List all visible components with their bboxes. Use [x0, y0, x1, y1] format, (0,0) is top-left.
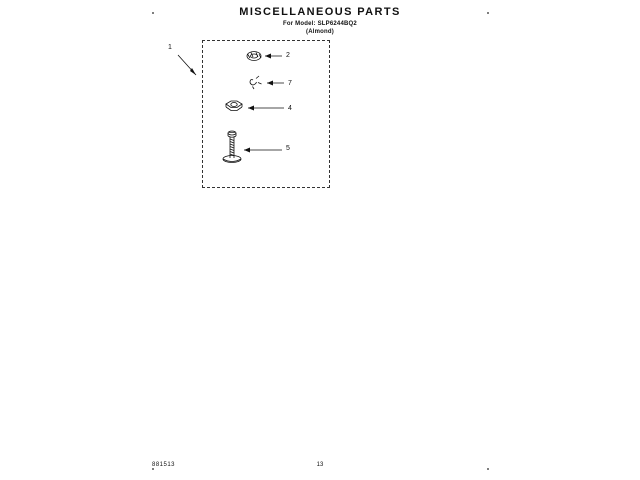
leader-line-2 [265, 54, 282, 59]
leader-line-5 [244, 148, 282, 153]
callout-label-2: 2 [286, 52, 290, 59]
color-note: (Almond) [306, 29, 334, 35]
nut-part [226, 101, 242, 111]
callout-label-1: 1 [168, 44, 172, 51]
footer-code: 881513 [152, 462, 176, 468]
washer-part [247, 52, 261, 61]
screw-part [223, 131, 241, 163]
page-number: 13 [316, 462, 324, 468]
model-number: SLP6244BQ2 [317, 21, 357, 27]
callout-label-5: 5 [286, 145, 290, 152]
callout-label-4: 4 [288, 105, 292, 112]
model-prefix: For Model: [283, 21, 316, 27]
clip-part [250, 76, 261, 89]
leader-line-4 [248, 106, 284, 111]
page-title: MISCELLANEOUS PARTS [239, 6, 401, 18]
leader-line-7 [267, 81, 284, 86]
callout-label-7: 7 [288, 80, 292, 87]
leader-line-1 [178, 55, 196, 75]
